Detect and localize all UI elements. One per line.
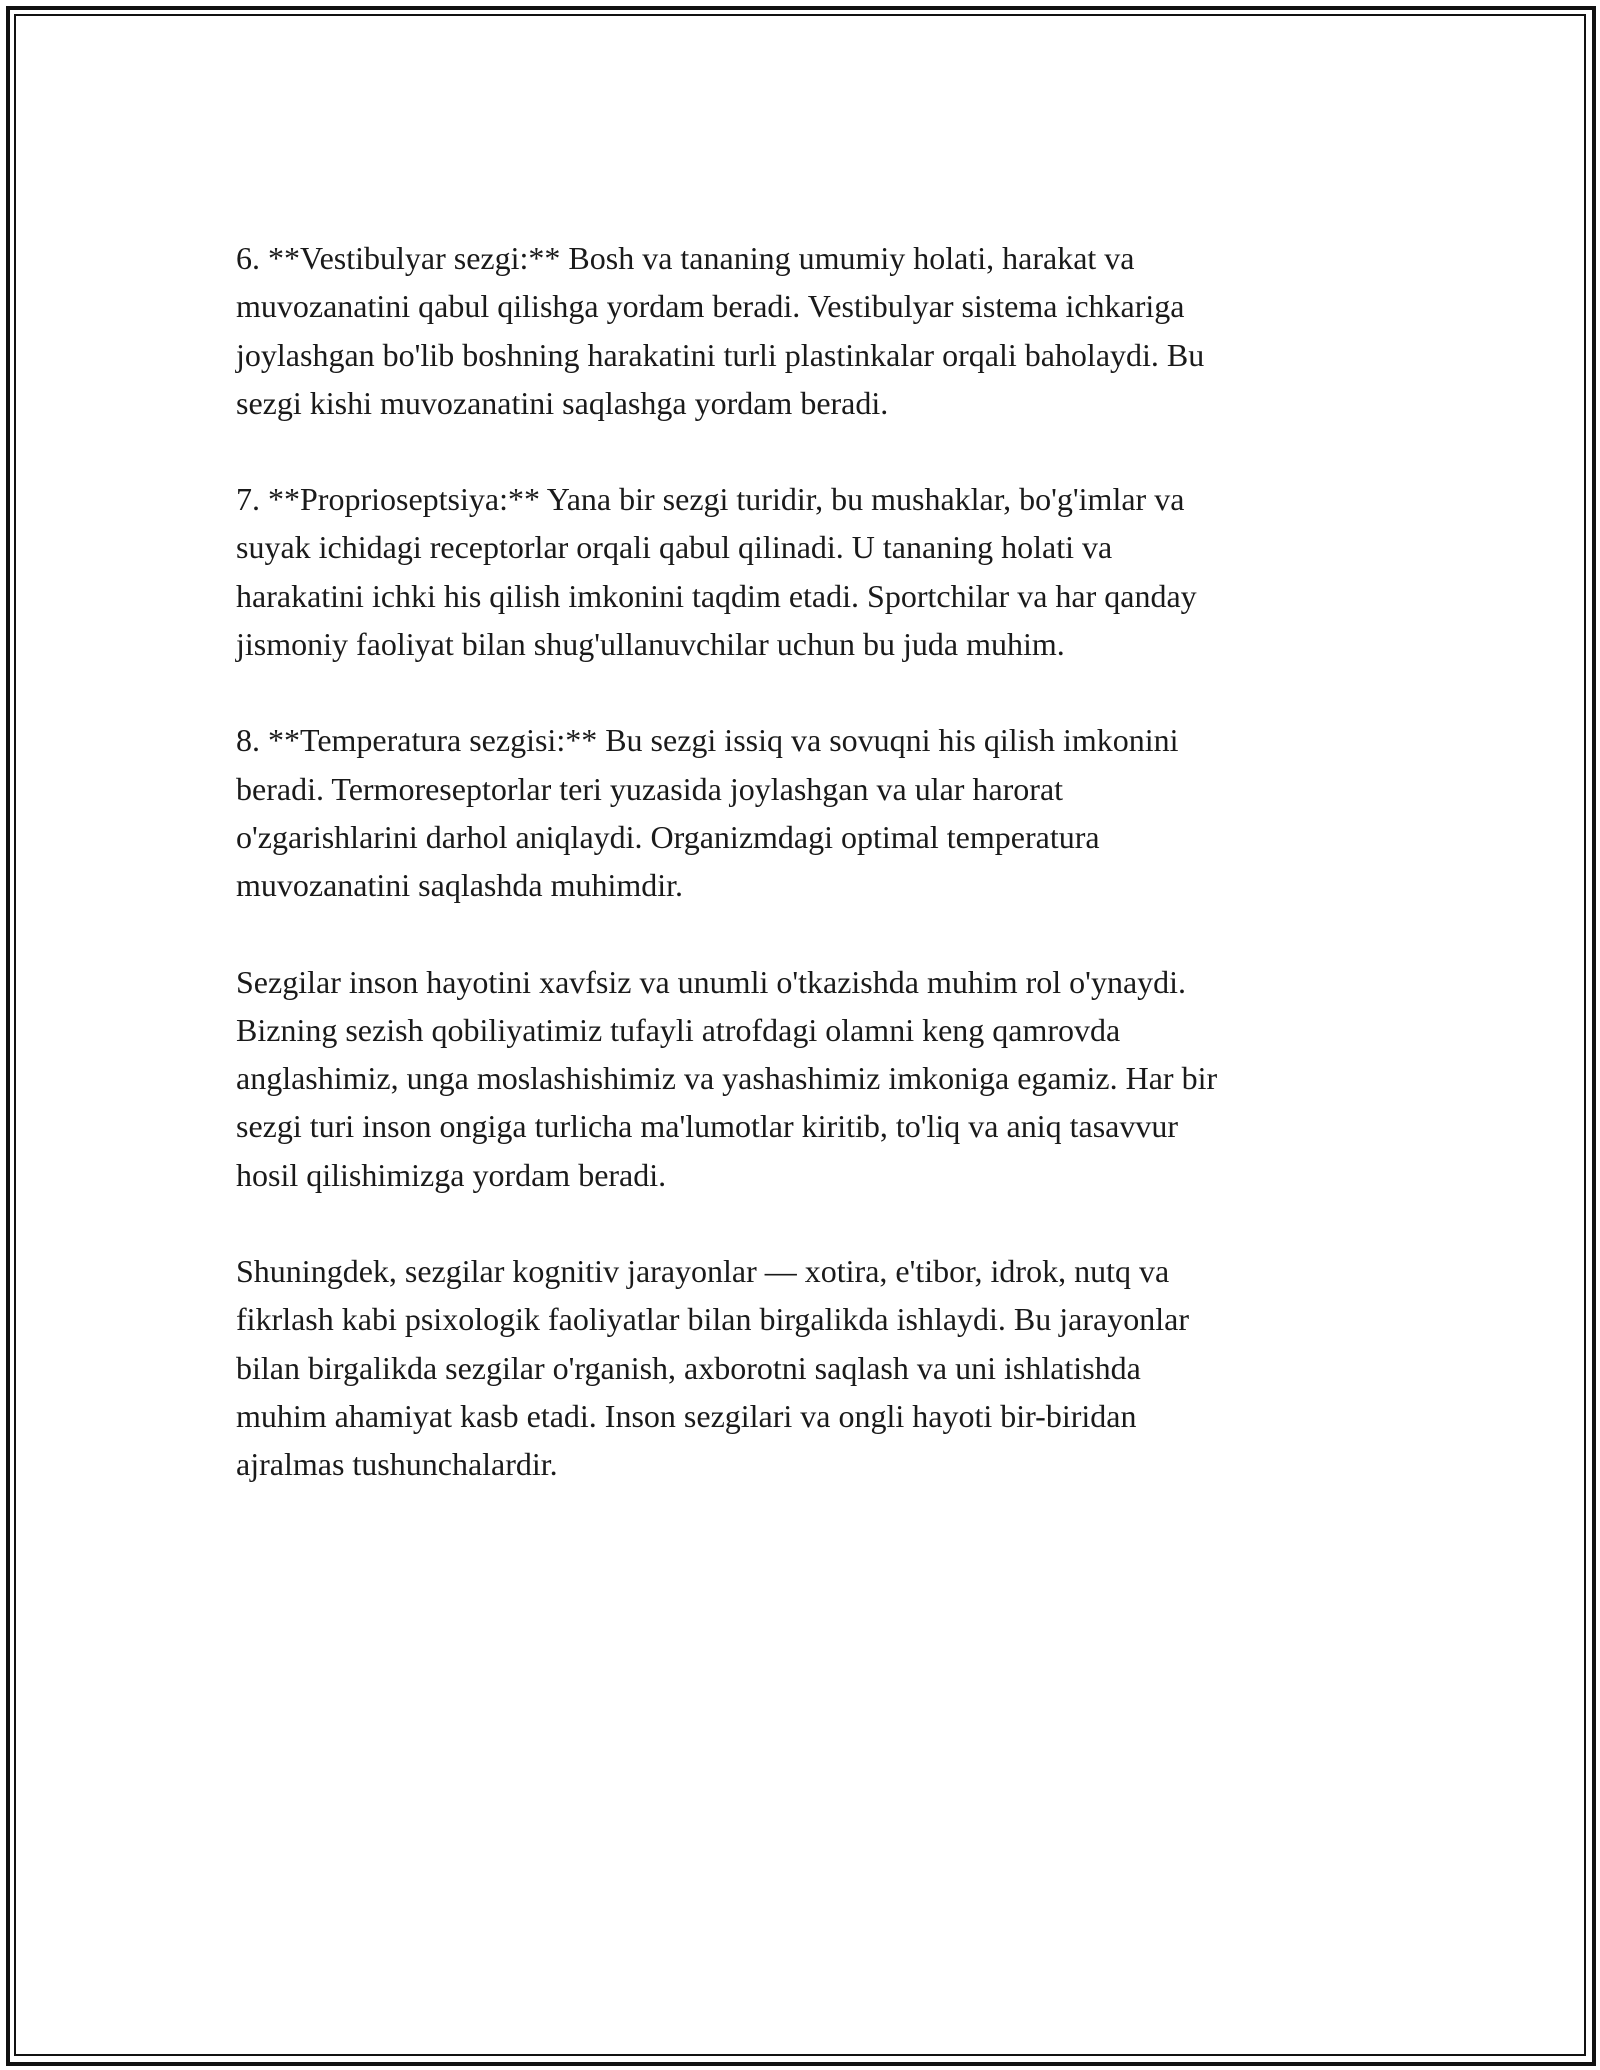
- paragraph-senses-summary: [236, 958, 1366, 1199]
- text-line: harakatini ichki his qilish imkonini taqdim etadi. Sportchilar va har qanday: [236, 577, 1197, 614]
- text-line: Bizning sezish qobiliyatimiz tufayli atrofdagi olamni keng qamrovda: [236, 1011, 1121, 1048]
- paragraph-temperature-sense: [236, 716, 1366, 909]
- text-line: anglashimiz, unga moslashishimiz va yashashimiz imkoniga egamiz. Har bir: [236, 1060, 1218, 1097]
- text-line: suyak ichidagi receptorlar orqali qabul qilinadi. U tananing holati va: [236, 529, 1113, 566]
- text-line: Shuningdek, sezgilar kognitiv jarayonlar — xotira, e'tibor, idrok, nutq va: [236, 1253, 1170, 1290]
- text-line: beradi. Termoreseptorlar teri yuzasida joylashgan va ular harorat: [236, 770, 1064, 807]
- text-line: Sezgilar inson hayotini xavfsiz va unumli o'tkazishda muhim rol o'ynaydi.: [236, 963, 1187, 1000]
- text-line: jismoniy faoliyat bilan shug'ullanuvchilar uchun bu juda muhim.: [236, 626, 1065, 663]
- text-line: bilan birgalikda sezgilar o'rganish, axborotni saqlash va uni ishlatishda: [236, 1349, 1141, 1386]
- text-line: 7. **Proprioseptsiya:** Yana bir sezgi turidir, bu mushaklar, bo'g'imlar va: [236, 481, 1185, 518]
- text-line: muhim ahamiyat kasb etadi. Inson sezgilari va ongli hayoti bir-biridan: [236, 1397, 1137, 1434]
- text-line: muvozanatini qabul qilishga yordam beradi. Vestibulyar sistema ichkariga: [236, 288, 1185, 325]
- paragraph-vestibular-sense: [236, 234, 1366, 427]
- text-line: hosil qilishimizga yordam beradi.: [236, 1156, 667, 1193]
- text-line: muvozanatini saqlashda muhimdir.: [236, 867, 684, 904]
- text-line: o'zgarishlarini darhol aniqlaydi. Organizmdagi optimal temperatura: [236, 818, 1100, 855]
- document-body: [236, 234, 1366, 1489]
- text-line: sezgi turi inson ongiga turlicha ma'lumotlar kiritib, to'liq va aniq tasavvur: [236, 1108, 1178, 1145]
- paragraph-proprioception: [236, 475, 1366, 668]
- text-line: 8. **Temperatura sezgisi:** Bu sezgi issiq va sovuqni his qilish imkonini: [236, 722, 1179, 759]
- paragraph-cognitive-processes: [236, 1247, 1366, 1488]
- text-line: joylashgan bo'lib boshning harakatini turli plastinkalar orqali baholaydi. Bu: [236, 336, 1205, 373]
- text-line: fikrlash kabi psixologik faoliyatlar bilan birgalikda ishlaydi. Bu jarayonlar: [236, 1301, 1189, 1338]
- text-line: ajralmas tushunchalardir.: [236, 1446, 558, 1483]
- text-line: sezgi kishi muvozanatini saqlashga yordam beradi.: [236, 384, 889, 421]
- text-line: 6. **Vestibulyar sezgi:** Bosh va tananing umumiy holati, harakat va: [236, 240, 1135, 276]
